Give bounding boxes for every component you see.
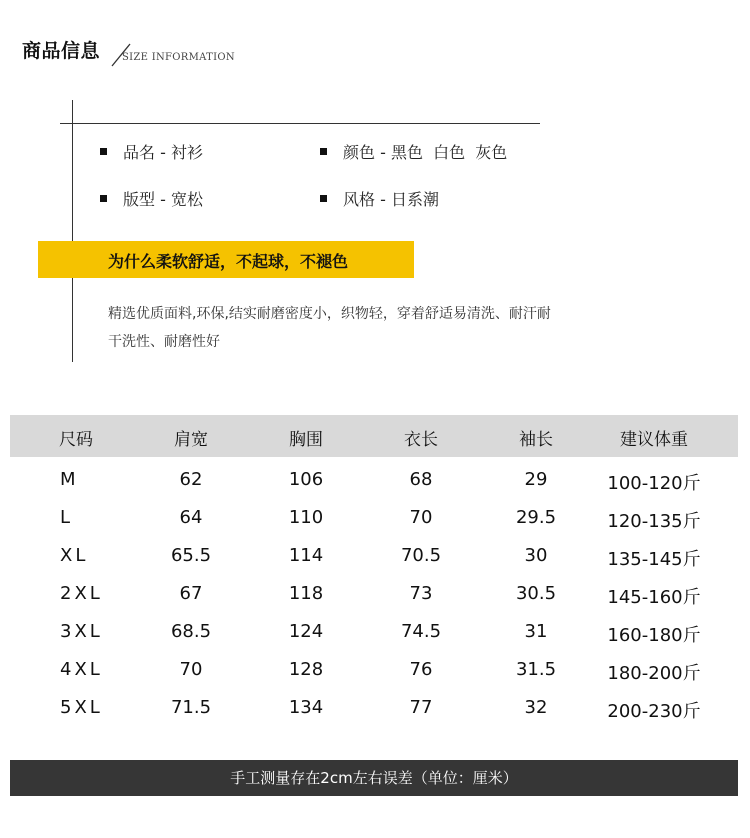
table-cell: 29.5 bbox=[515, 507, 557, 528]
table-cell: 64 bbox=[179, 507, 203, 528]
table-header-cell: 肩宽 bbox=[174, 430, 208, 450]
table-header-cell: 尺码 bbox=[59, 430, 93, 450]
table-cell: 180-200斤 bbox=[607, 663, 701, 684]
attribute-text: 颜色 - 黑色 白色 灰色 bbox=[343, 143, 508, 162]
table-cell: 118 bbox=[288, 583, 324, 604]
table-cell: 106 bbox=[288, 469, 324, 490]
table-size-label: M bbox=[60, 469, 79, 490]
table-cell: 74.5 bbox=[400, 621, 442, 642]
table-cell: 134 bbox=[288, 697, 324, 718]
table-size-label: 5XL bbox=[60, 697, 103, 718]
table-cell: 68 bbox=[409, 469, 433, 490]
table-cell: 70 bbox=[409, 507, 433, 528]
table-cell: 114 bbox=[288, 545, 324, 566]
table-size-label: 3XL bbox=[60, 621, 103, 642]
table-cell: 31.5 bbox=[515, 659, 557, 680]
table-cell: 77 bbox=[409, 697, 433, 718]
table-size-label: 4XL bbox=[60, 659, 103, 680]
attribute-text: 品名 - 衬衫 bbox=[123, 143, 203, 162]
table-cell: 29 bbox=[524, 469, 548, 490]
table-header-cell: 胸围 bbox=[289, 430, 323, 450]
attribute-text: 版型 - 宽松 bbox=[123, 190, 203, 209]
table-cell: 68.5 bbox=[170, 621, 212, 642]
table-cell: 145-160斤 bbox=[607, 587, 701, 608]
table-size-label: 2XL bbox=[60, 583, 103, 604]
table-cell: 31 bbox=[524, 621, 548, 642]
table-cell: 32 bbox=[524, 697, 548, 718]
table-cell: 67 bbox=[179, 583, 203, 604]
table-cell: 30.5 bbox=[515, 583, 557, 604]
table-cell: 100-120斤 bbox=[607, 473, 701, 494]
table-header-cell: 衣长 bbox=[404, 430, 438, 450]
table-cell: 62 bbox=[179, 469, 203, 490]
table-cell: 160-180斤 bbox=[607, 625, 701, 646]
table-header-cell: 建议体重 bbox=[620, 430, 688, 450]
attribute-text: 风格 - 日系潮 bbox=[343, 190, 439, 209]
table-cell: 76 bbox=[409, 659, 433, 680]
measurement-note: 手工测量存在2cm左右误差（单位：厘米） bbox=[230, 769, 518, 787]
table-cell: 110 bbox=[288, 507, 324, 528]
table-cell: 200-230斤 bbox=[607, 701, 701, 722]
table-cell: 70.5 bbox=[400, 545, 442, 566]
table-cell: 71.5 bbox=[170, 697, 212, 718]
table-cell: 30 bbox=[524, 545, 548, 566]
table-cell: 135-145斤 bbox=[607, 549, 701, 570]
table-cell: 65.5 bbox=[170, 545, 212, 566]
highlight-banner-text: 为什么柔软舒适，不起球，不褪色 bbox=[108, 252, 349, 271]
description-line: 干洗性、耐磨性好 bbox=[108, 334, 220, 350]
table-cell: 73 bbox=[409, 583, 433, 604]
table-cell: 128 bbox=[288, 659, 324, 680]
description-line: 精选优质面料,环保,结实耐磨密度小，织物轻，穿着舒适易清洗、耐汗耐 bbox=[108, 306, 551, 322]
page-subtitle: SIZE INFORMATION bbox=[122, 52, 235, 63]
page-title: 商品信息 bbox=[22, 40, 101, 62]
table-cell: 120-135斤 bbox=[607, 511, 701, 532]
table-header-cell: 袖长 bbox=[519, 430, 553, 450]
table-cell: 124 bbox=[288, 621, 324, 642]
table-cell: 70 bbox=[179, 659, 203, 680]
table-size-label: XL bbox=[60, 545, 89, 566]
table-size-label: L bbox=[60, 507, 74, 528]
